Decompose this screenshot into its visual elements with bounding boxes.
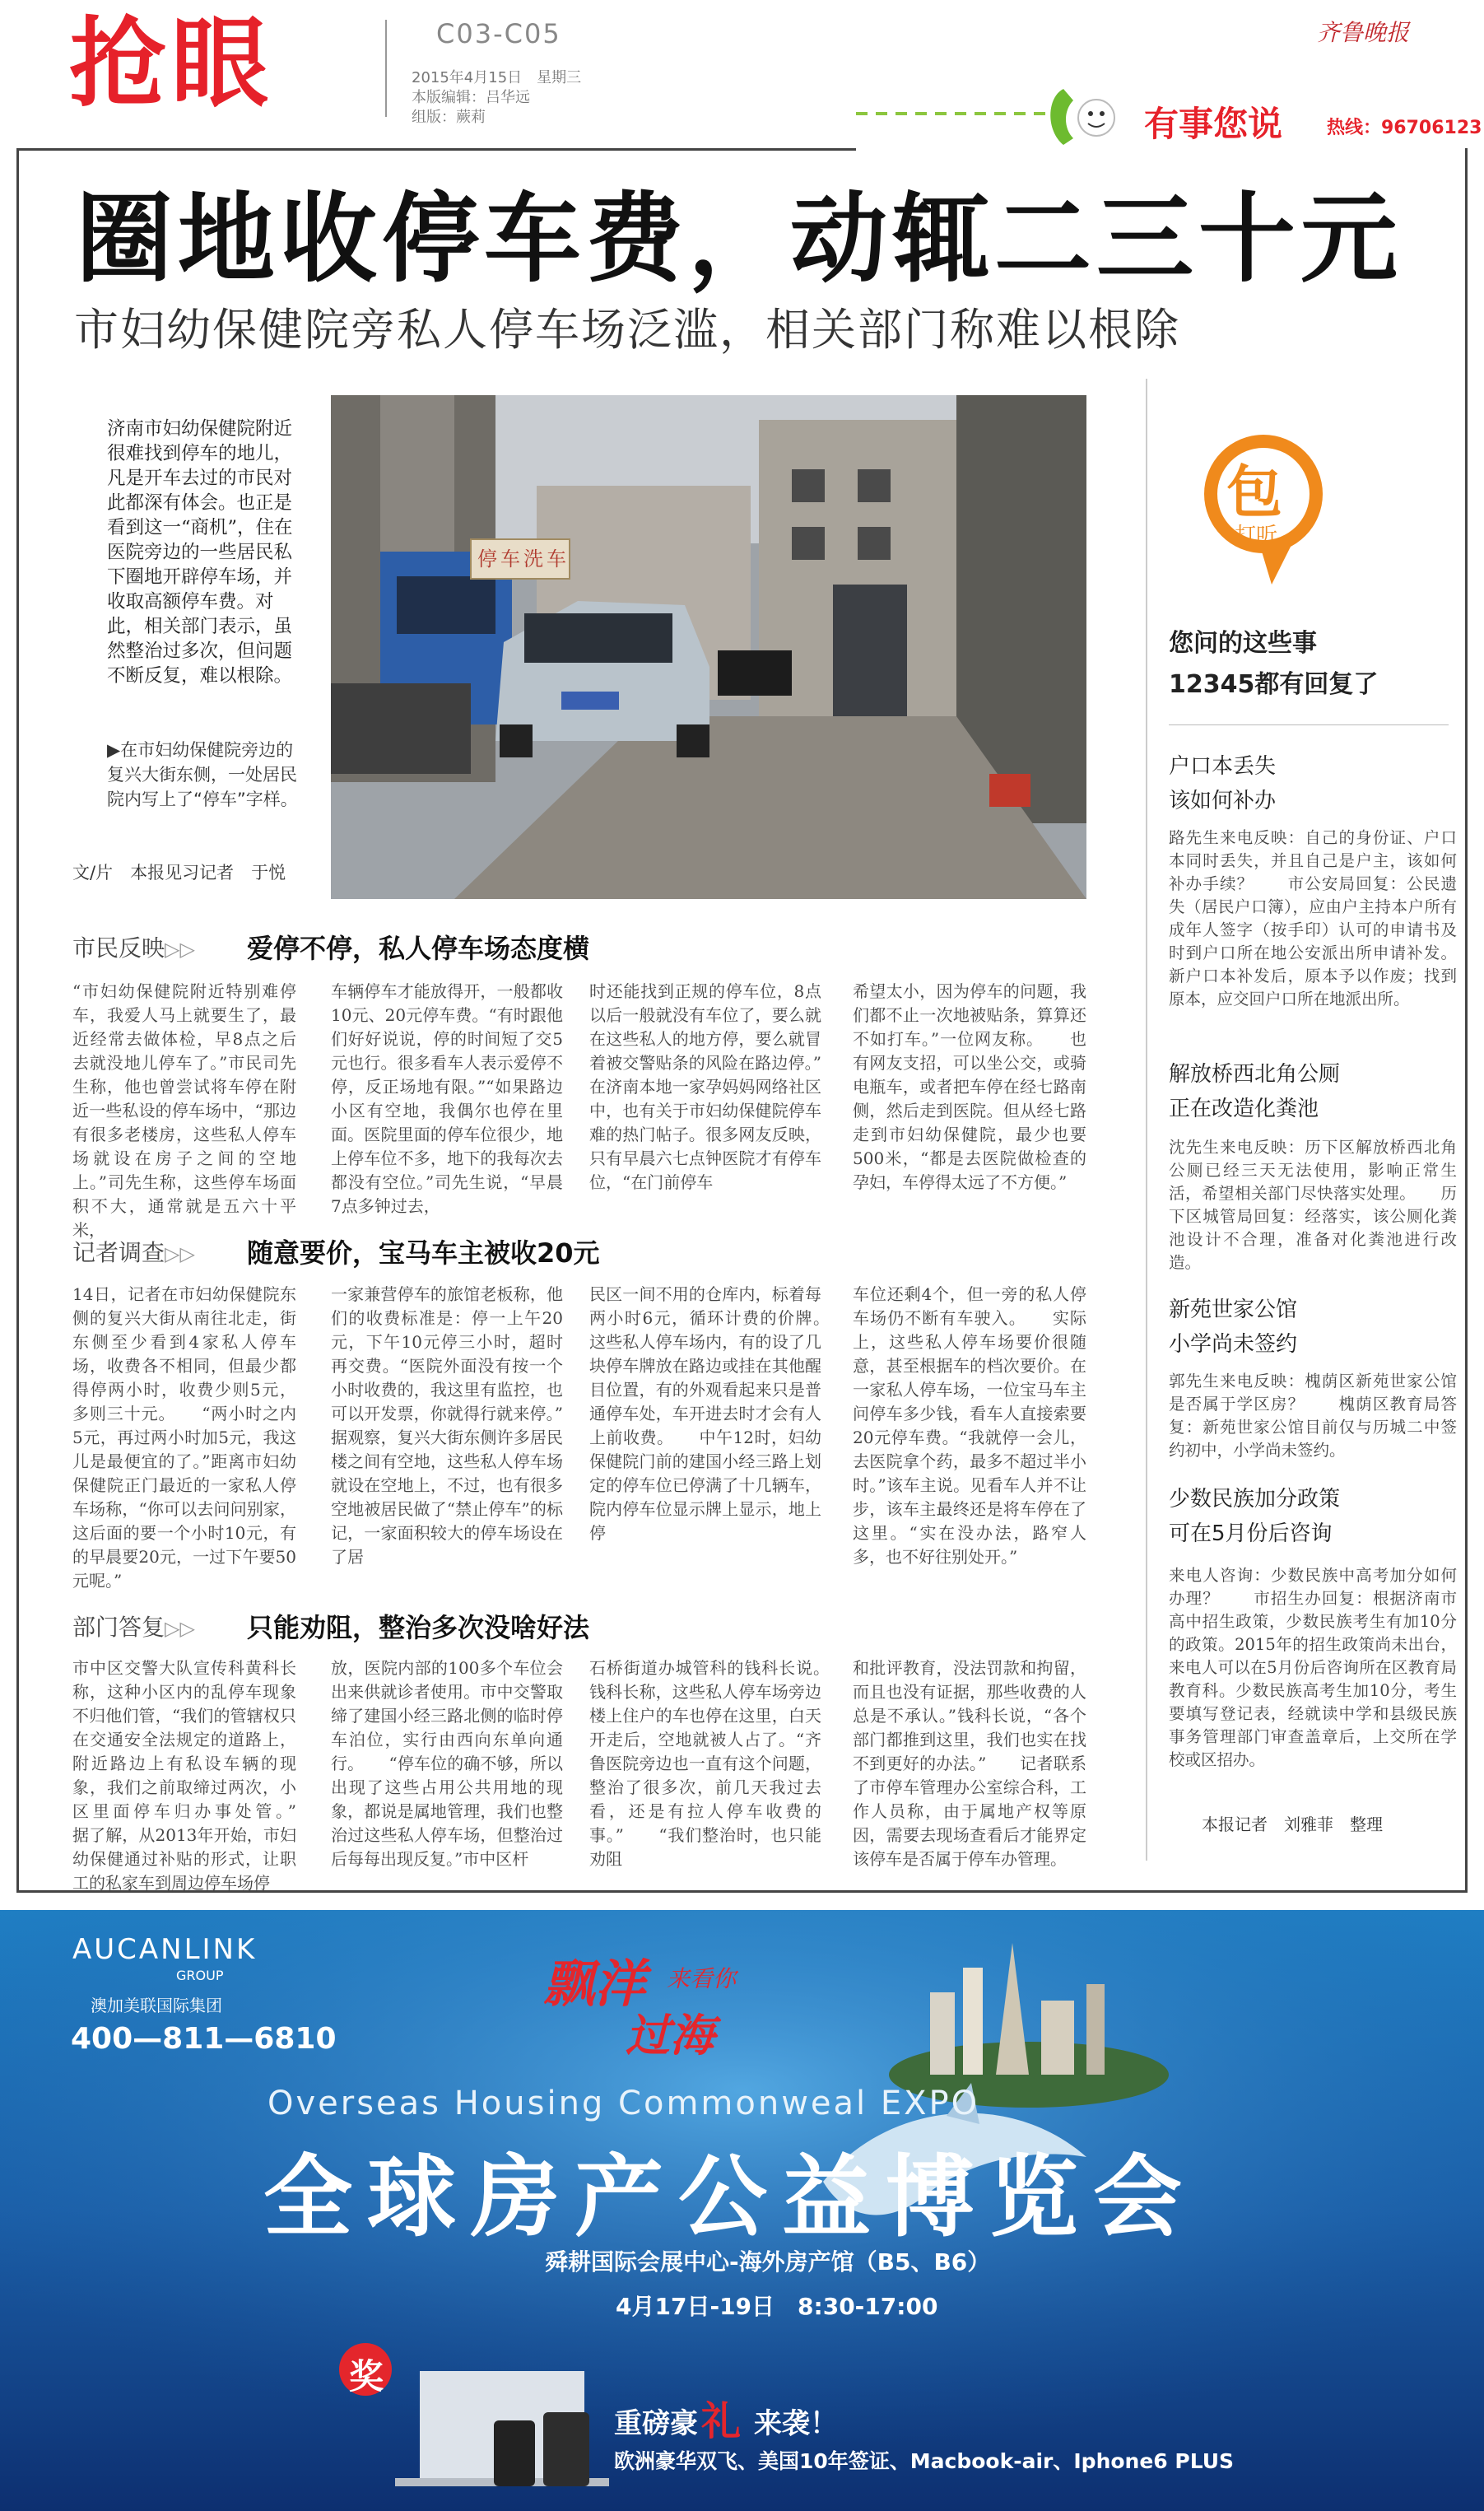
- section-1-column-1: “市妇幼保健院附近特别难停车，我爱人马上就要生了，最近经常去做体检，早8点之后去就没地儿停车了。”市民司先生称，他也曾尝试将车停在附近一些私设的停车场中，“那边有很多老楼房，这些私人停车场就设在房子之间的空地上。”司先生称，这些停车场面积不大，通常就是五六十平米，: [72, 981, 296, 1240]
- sidebar-divider: [1146, 379, 1147, 1861]
- section-label: 记者调查: [72, 1239, 165, 1266]
- ad-phone: 400—811—6810: [71, 2022, 337, 2056]
- prize-line-b: 来袭！: [754, 2407, 838, 2440]
- section-2-column-3: 民区一间不用的仓库内，标着每两小时6元，循环计费的价牌。 这些私人停车场内，有的设了几块停车牌放在路边或挂在其他醒目位置，有的外观看起来只是普通停车处，车开进去时才会有人上前收费。 中午12时，妇幼保健院门前的建国小经三路上划定的停车位已停满了十几辆车，院内停车位显示牌上显示，地上停: [589, 1284, 854, 1543]
- right-border: [1465, 148, 1468, 1892]
- section-1-column-3: 时还能找到正规的停车位，8点以后一般就没有车位了，要么就在这些私人的地方停，要么就冒着被交警贴条的风险在路边停。” 在济南本地一家孕妈妈网络社区中，也有关于市妇幼保健院停车难的热门帖子。很多网友反映，只有早晨六七点钟医院才有停车位，“在门前停车: [589, 981, 854, 1192]
- ad-venue: 舜耕国际会展中心-海外房产馆（B5、B6）: [545, 2248, 991, 2276]
- section-1-column-4: 希望太小，因为停车的问题，我们都不止一次地被贴条，算算还不如打车。”一位网友称。 也有网友支招，可以坐公交，或骑电瓶车，或者把车停在经七路南侧，然后走到医院。但从经七路走到市妇幼保健院，最少也要500米，“都是去医院做检查的孕妇，车停得太远了不方便。”: [853, 981, 1086, 1192]
- editor-credit: 本版编辑：吕华远: [412, 89, 530, 106]
- sidebar-answer-4: 来电人咨询：少数民族中高考加分如何办理？ 市招生办回复：根据济南市高中招生政策，少数民族考生有加10分的政策。2015年的招生政策尚未出台，来电人可以在5月份后咨询所在区教育局教育科。少数民族高考生加10分，考生要填写登记表，经就读中学和县级民族事务管理部门审查盖章后，上交所在学校或区招办。: [1169, 1566, 1457, 1769]
- sidebar-answer-3: 郭先生来电反映：槐荫区新苑世家公馆是否属于学区房？ 槐荫区教育局答复：新苑世家公馆目前仅与历城二中签约初中，小学尚未签约。: [1169, 1372, 1457, 1460]
- section-masthead: 抢眼: [69, 6, 274, 120]
- left-border: [16, 148, 19, 1892]
- photo-sign-text-1: 停: [477, 547, 497, 571]
- sidebar-q4-line1: 少数民族加分政策: [1169, 1487, 1341, 1512]
- sidebar-title-2: 12345都有回复了: [1169, 670, 1379, 699]
- ad-expo-en: Overseas Housing Commonweal EXPO: [267, 2085, 980, 2122]
- prize-list: 欧洲豪华双飞、美国10年签证、Macbook-air、Iphone6 PLUS: [614, 2449, 1235, 2473]
- photo-sign-text-4: 车: [547, 547, 566, 571]
- prize-badge: 奖: [349, 2356, 384, 2397]
- hotline-number: 热线：96706123: [1327, 118, 1482, 138]
- ad-calligraphy-1: 飘洋: [543, 1954, 646, 2014]
- section-title-3: 只能劝阻，整治多次没啥好法: [247, 1612, 590, 1643]
- sidebar-q2-line2: 正在改造化粪池: [1169, 1097, 1319, 1121]
- expo-advertisement: [0, 1910, 1484, 2511]
- page-range: C03-C05: [436, 18, 561, 49]
- section-3-column-1: 市中区交警大队宣传科黄科长称，这种小区内的乱停车现象不归他们管，“我们的管辖权只在交通安全法规定的道路上，附近路边上有私设车辆的现象，我们之前取缔过两次，小区里面停车归办事处管。” 据了解，从2013年开始，市妇幼保健通过补贴的形式，让职工的私家车到周边停车场停: [72, 1658, 329, 1893]
- section-2-column-2: 一家兼营停车的旅馆老板称，他们的收费标准是：停一上午20元，下午10元停三小时，超时再交费。“医院外面没有按一个小时收费的，我这里有监控，也可以开发票，你就得行就来停。” 据观察，复兴大街东侧许多居民楼之间有空地，这些私人停车场就设在空地上，不过，也有很多空地被居民做了“禁止停车”的标记，一家面积较大的停车场设在了居: [331, 1284, 596, 1567]
- newspaper-logo: 齐鲁晚报: [1317, 19, 1410, 46]
- ad-dates: 4月17日-19日 8:30-17:00: [616, 2293, 938, 2320]
- section-head-3: [72, 1610, 195, 1642]
- section-head-2: [72, 1235, 195, 1268]
- hotline-phone-icon: [1039, 81, 1129, 155]
- prize-gift-char: 礼: [701, 2398, 742, 2444]
- sidebar-credit: 本报记者 刘雅菲 整理: [1202, 1815, 1383, 1834]
- ad-expo-cn: 全球房产公益博览会: [263, 2146, 1198, 2249]
- header-divider: [385, 20, 387, 117]
- layout-credit: 组版：蕨莉: [412, 109, 486, 126]
- section-arrows-icon: ▷▷: [165, 1617, 195, 1640]
- section-arrows-icon: ▷▷: [165, 1242, 195, 1265]
- sidebar-answer-1: 路先生来电反映：自己的身份证、户口本同时丢失，并且自己是户主，该如何补办手续？ 市公安局回复：公民遗失（居民户口簿），应由户主持本户所有成年人签字（按手印）认可的申请书及时到户口所在地公安派出所申请补发。新户口本补发后，原本予以作废；找到原本，应交回户口所在地派出所。: [1169, 828, 1457, 1009]
- section-title-2: 随意要价，宝马车主被收20元: [247, 1237, 600, 1269]
- sidebar-q1-line2: 该如何补办: [1169, 789, 1277, 813]
- sidebar-q2-line1: 解放桥西北角公厕: [1169, 1062, 1341, 1087]
- section-2-column-1: 14日，记者在市妇幼保健院东侧的复兴大街从南往北走，街东侧至少看到4家私人停车场，收费各不相同，但最少都得停两小时，收费少则5元，多则三十元。 “两小时之内5元，再过两小时加5元，我这儿是最便宜的了。”距离市妇幼保健院正门最近的一家私人停车场称，“你可以去问问别家，这后面的要一个小时10元，有的早晨要20元，一过下午要50元呢。”: [72, 1284, 296, 1591]
- sidebar-q3-line1: 新苑世家公馆: [1169, 1297, 1298, 1322]
- sidebar-q1-line1: 户口本丢失: [1169, 754, 1277, 779]
- sidebar-q3-line2: 小学尚未签约: [1169, 1332, 1298, 1357]
- photo-caption: ▶在市妇幼保健院旁边的复兴大街东侧，一处居民院内写上了“停车”字样。: [107, 740, 298, 809]
- byline: 文/片 本报见习记者 于悦: [72, 863, 286, 883]
- sidebar-rule: [1169, 724, 1449, 725]
- section-3-column-4: 和批评教育，没法罚款和拘留，而且也没有证据，那些收费的人总是不承认。”钱科长说，“各个部门都推到这里，我们也实在找不到更好的办法。” 记者联系了市停车管理办公室综合科，工作人员称，由于属地产权等原因，需要去现场查看后才能界定该停车是否属于停车办管理。: [853, 1658, 1086, 1869]
- section-1-column-2: 车辆停车才能放得开，一般都收10元、20元停车费。“有时跟他们好好说说，停的时间短了交5元也行。很多看车人表示爱停不停，反正场地有限。”“如果路边小区有空地，我偶尔也停在里面。医院里面的停车位很少，地上停车位不多，地下的我每次去都没有空位。”司先生说，“早晨7点多钟过去，: [331, 981, 563, 1216]
- section-title-1: 爱停不停，私人停车场态度横: [247, 933, 590, 964]
- top-border: [16, 148, 856, 151]
- ad-brand-cn: 澳加美联国际集团: [91, 1996, 222, 2015]
- ad-calligraphy-small: 来看你: [667, 1965, 737, 1992]
- main-headline: 圈地收停车费，动辄二三十元: [76, 182, 1403, 296]
- photo-sign-text-3: 洗: [523, 547, 543, 571]
- ad-brand-sub: GROUP: [176, 1968, 224, 1983]
- section-3-column-2: 放，医院内部的100多个车位会出来供就诊者使用。市中交警取缔了建国小经三路北侧的临时停车泊位，实行由西向东单向通行。 “停车位的确不够，所以出现了这些占用公共用地的现象，都说是属地管理，我们也整治过这些私人停车场，但整治过后每每出现反复。”市中区杆: [331, 1658, 563, 1869]
- section-label: 部门答复: [72, 1614, 165, 1641]
- sidebar-answer-2: 沈先生来电反映：历下区解放桥西北角公厕已经三天无法使用，影响正常生活，希望相关部门尽快落实处理。 历下区城管局回复：经落实，该公厕化粪池设计不合理，准备对化粪池进行改造。: [1169, 1138, 1457, 1272]
- article-photo: [331, 395, 1086, 899]
- badge-char: 包: [1226, 460, 1283, 525]
- sidebar-q4-line2: 可在5月份后咨询: [1169, 1521, 1333, 1546]
- section-arrows-icon: ▷▷: [165, 938, 195, 961]
- issue-date: 2015年4月15日 星期三: [412, 69, 582, 86]
- section-3-column-3: 石桥街道办城管科的钱科长说。 钱科长称，这些私人停车场旁边楼上住户的车也停在这里，白天开走后，空地就被人占了。“齐鲁医院旁边也一直有这个问题，整治了很多次，前几天我过去看，还是有拉人停车收费的事。” “我们整治时，也只能劝阻: [589, 1658, 854, 1869]
- ad-brand: AUCANLINK: [72, 1933, 258, 1966]
- photo-sign-text-2: 车: [500, 547, 520, 571]
- sub-headline: 市妇幼保健院旁私人停车场泛滥，相关部门称难以根除: [74, 304, 1180, 356]
- section-2-column-4: 车位还剩4个，但一旁的私人停车场仍不断有车驶入。 实际上，这些私人停车场要价很随意，甚至根据车的档次要价。在一家私人停车场，一位宝马车主问停车多少钱，看车人直接索要20元停车费。“我就停一会儿，去医院拿个药，最多不超过半小时。”该车主说。见看车人并不让步，该车主最终还是将车停在了这里。“实在没办法，路窄人多，也不好往别处开。”: [853, 1284, 1086, 1567]
- lead-paragraph: 济南市妇幼保健院附近很难找到停车的地儿，凡是开车去过的市民对此都深有体会。也正是看到这一“商机”，住在医院旁边的一些居民私下圈地开辟停车场，并收取高额停车费。对此，相关部门表示，虽然整治过多次，但问题不断反复，难以根除。: [107, 418, 293, 687]
- badge-label: 打听: [1235, 524, 1278, 548]
- section-label: 市民反映: [72, 934, 165, 962]
- section-head-1: [72, 930, 195, 963]
- prize-line-a: 重磅豪: [614, 2407, 698, 2440]
- sidebar-title-1: 您问的这些事: [1169, 629, 1317, 658]
- ad-calligraphy-2: 过海: [626, 2009, 714, 2061]
- hotline-label: 有事您说: [1144, 104, 1283, 144]
